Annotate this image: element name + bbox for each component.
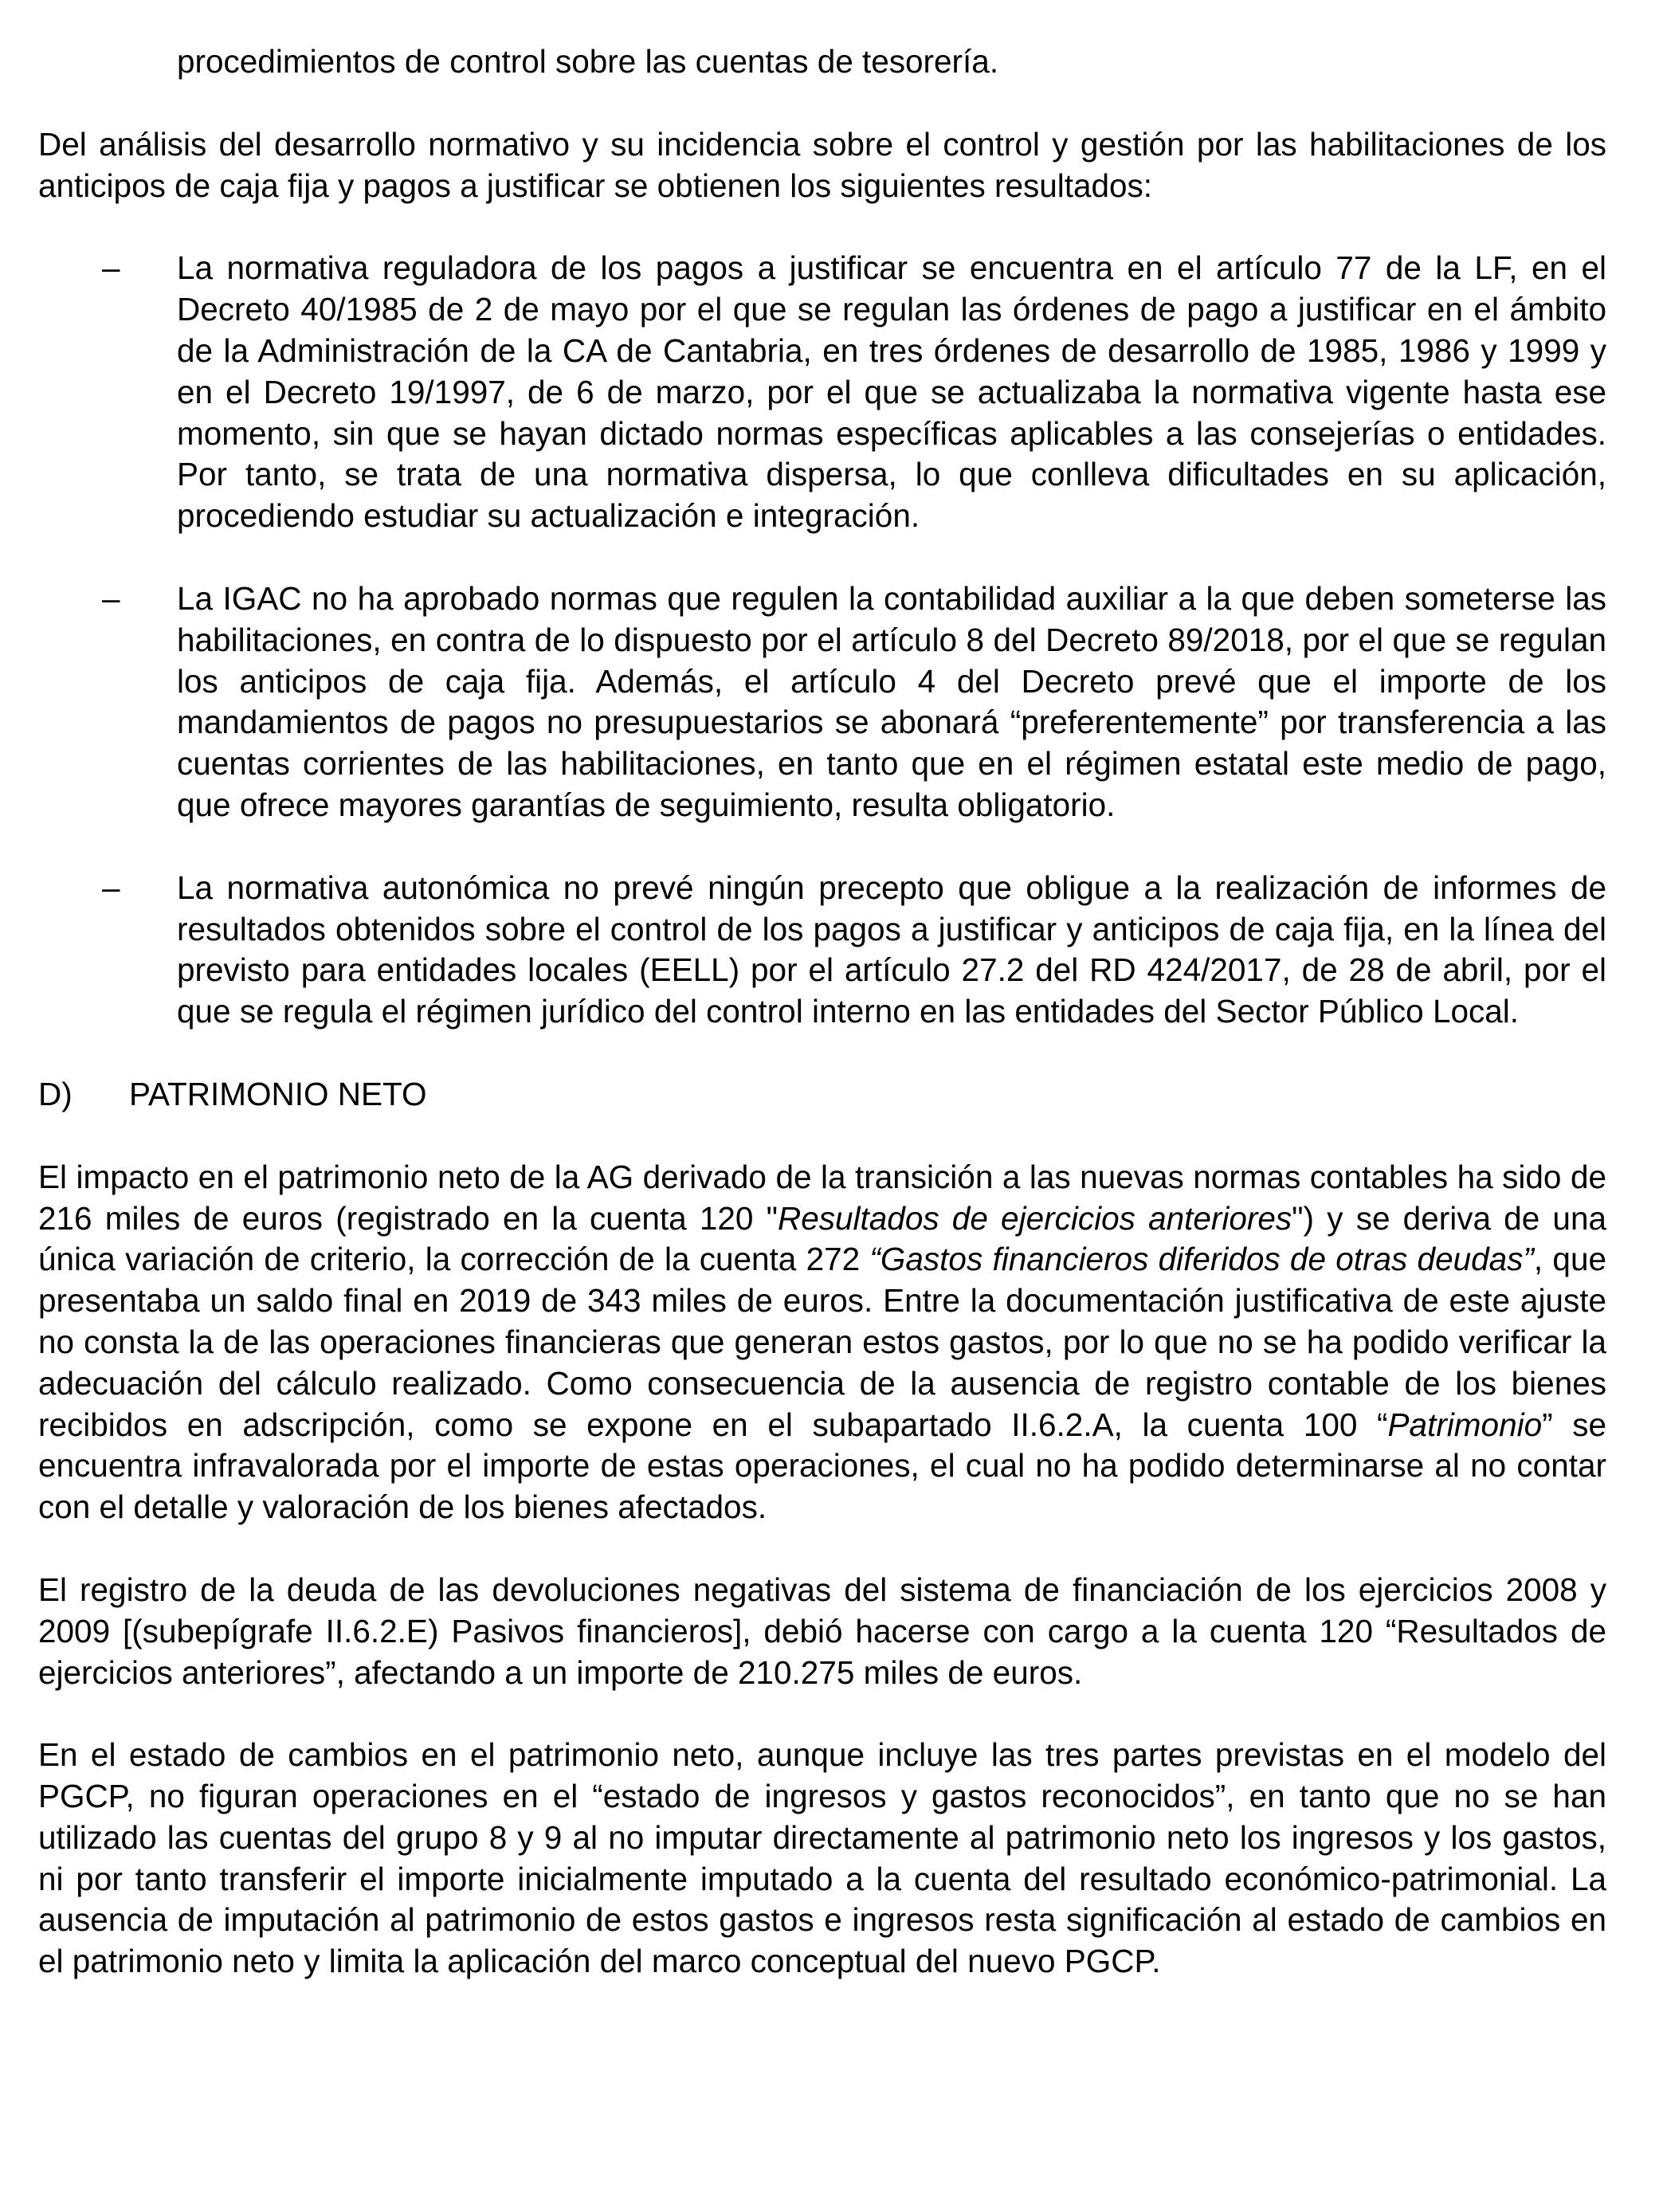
list-item	[38, 248, 1606, 537]
intro-paragraph: Del análisis del desarrollo normativo y su incidencia sobre el control y gestión por las habilitaciones de los anticipos de caja fija y pagos a justificar se obtienen los siguientes resultados:	[38, 125, 1606, 204]
dash-bullet: –	[102, 869, 120, 906]
patrimonio-paragraph-2: El registro de la deuda de las devoluciones negativas del sistema de financiación de los ejercicios 2008 y 2009 [(subepígrafe II.6.2.E) Pasivos financieros], debió hacerse con cargo a la cuenta 120 “Resultados de ejercicios anteriores”, afectando a un importe de 210.275 miles de euros.	[38, 1571, 1606, 1691]
paragraph-text: , que presentaba un saldo final en 2019 de 343 miles de euros. Entre la documentación justificativa de este ajuste no consta la de las operaciones financieras que generan estos gastos, por lo que no se ha podido verificar la adecuación del cálculo realizado. Como consecuencia de la ausencia de registro contable de los bienes recibidos en adscripción, como se expone en el subapartado II.6.2.A, la cuenta 100 “	[38, 1241, 1606, 1443]
dash-bullet: –	[102, 249, 120, 287]
list-item-text: La normativa reguladora de los pagos a justificar se encuentra en el artículo 77 de la LF, en el Decreto 40/1985 de 2 de mayo por el que se regulan las órdenes de pago a justificar en el ámbito de la Administración de la CA de Cantabria, en tres órdenes de desarrollo de 1985, 1986 y 1999 y en el Decreto 19/1997, de 6 de marzo, por el que se actualizaba la normativa vigente hasta ese momento, sin que se hayan dictado normas específicas aplicables a las consejerías o entidades. Por tanto, se trata de una normativa dispersa, lo que conlleva dificultades en su aplicación, procediendo estudiar su actualización e integración.	[177, 249, 1606, 535]
patrimonio-paragraph-3: En el estado de cambios en el patrimonio neto, aunque incluye las tres partes previstas en el modelo del PGCP, no figuran operaciones en el “estado de ingresos y gastos reconocidos”, en tanto que no se han utilizado las cuentas del grupo 8 y 9 al no imputar directamente al patrimonio neto los ingresos y los gastos, ni por tanto transferir el importe inicialmente imputado a la cuenta del resultado económico-patrimonial. La ausencia de imputación al patrimonio de estos gastos e ingresos resta significación al estado de cambios en el patrimonio neto y limita la aplicación del marco conceptual del nuevo PGCP.	[38, 1736, 1606, 1980]
list-item-text: La normativa autonómica no prevé ningún precepto que obligue a la realización de informes de resultados obtenidos sobre el control de los pagos a justificar y anticipos de caja fija, en la línea del previsto para entidades locales (EELL) por el artículo 27.2 del RD 424/2017, de 28 de abril, por el que se regula el régimen jurídico del control interno en las entidades del Sector Público Local.	[177, 869, 1606, 1030]
section-heading	[38, 1074, 1606, 1116]
paragraph-text: El impacto en el patrimonio neto de la AG derivado de la transición a las nuevas normas contables ha sido de 216 miles de euros (registrado en la cuenta 120 "	[38, 1158, 1606, 1237]
italic-term: “Gastos financieros diferidos de otras deudas”	[869, 1241, 1534, 1278]
document-page	[38, 41, 1606, 1983]
italic-term: Patrimonio	[1387, 1406, 1543, 1443]
italic-term: Resultados de ejercicios anteriores	[777, 1199, 1292, 1237]
patrimonio-paragraph-1	[38, 1157, 1606, 1528]
section-title: PATRIMONIO NETO	[129, 1075, 427, 1112]
paragraph-text: ” se encuentra infravalorada por el importe de estas operaciones, el cual no ha podido determinarse al no contar con el detalle y valoración de los bienes afectados.	[38, 1406, 1607, 1526]
findings-list	[38, 248, 1606, 1033]
list-item	[38, 578, 1606, 826]
list-item	[38, 868, 1606, 1033]
list-item-text: La IGAC no ha aprobado normas que regulen la contabilidad auxiliar a la que deben someterse las habilitaciones, en contra de lo dispuesto por el artículo 8 del Decreto 89/2018, por el que se regulan los anticipos de caja fija. Además, el artículo 4 del Decreto prevé que el importe de los mandamientos de pagos no presupuestarios se abonará “preferentemente” por transferencia a las cuentas corrientes de las habilitaciones, en tanto que en el régimen estatal este medio de pago, que ofrece mayores garantías de seguimiento, resulta obligatorio.	[177, 579, 1606, 823]
section-letter: D)	[38, 1075, 73, 1112]
continuation-line: procedimientos de control sobre las cuentas de tesorería.	[177, 43, 999, 80]
dash-bullet: –	[102, 579, 120, 617]
paragraph-text: ") y se deriva de una única variación de criterio, la corrección de la cuenta 272	[38, 1199, 1607, 1278]
